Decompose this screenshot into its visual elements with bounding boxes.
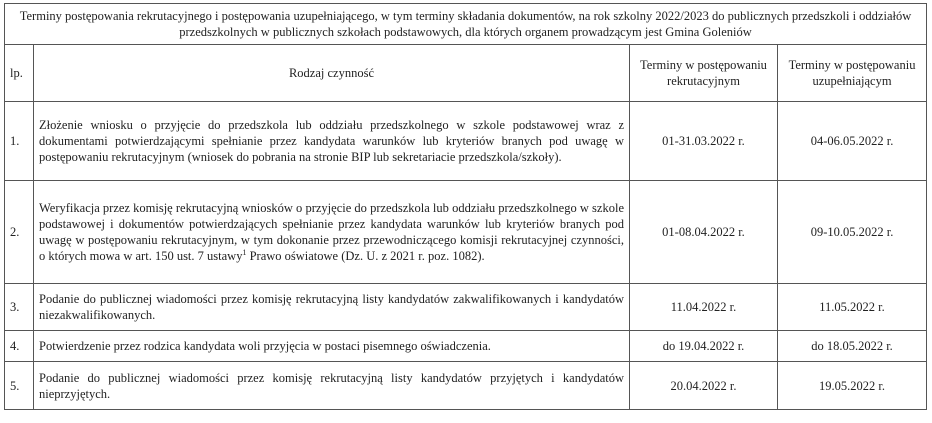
supplementary-date: 09-10.05.2022 r. (778, 181, 927, 284)
supplementary-date: do 18.05.2022 r. (778, 331, 927, 362)
activity-description: Podanie do publicznej wiadomości przez komisję rekrutacyjną listy kandydatów zakwalifikowanych i kandydatów niezakwalifikowanych. (34, 284, 630, 331)
recruitment-date: 01-31.03.2022 r. (630, 102, 778, 181)
activity-description (34, 181, 630, 284)
table-row (5, 331, 927, 362)
table-row (5, 284, 927, 331)
row-number: 2. (5, 181, 34, 284)
supplementary-date: 04-06.05.2022 r. (778, 102, 927, 181)
row-number: 3. (5, 284, 34, 331)
table-title: Terminy postępowania rekrutacyjnego i postępowania uzupełniającego, w tym terminy składania dokumentów, na rok szkolny 2022/2023 do publicznych przedszkoli i oddziałów przedszkolnych w publicznych szkołach podstawowych, dla których organem prowadzącym jest Gmina Goleniów (5, 4, 927, 45)
activity-description: Złożenie wniosku o przyjęcie do przedszkola lub oddziału przedszkolnego w szkole podstawowej wraz z dokumentami potwierdzającymi spełnianie przez kandydata warunków lub kryteriów branych pod uwagę w postępowaniu rekrutacyjnym (wniosek do pobrania na stronie BIP lub sekretariacie przedszkola/szkoły). (34, 102, 630, 181)
header-lp: lp. (5, 45, 34, 102)
recruitment-date: 11.04.2022 r. (630, 284, 778, 331)
recruitment-date: do 19.04.2022 r. (630, 331, 778, 362)
activity-description: Potwierdzenie przez rodzica kandydata woli przyjęcia w postaci pisemnego oświadczenia. (34, 331, 630, 362)
row-number: 1. (5, 102, 34, 181)
row-number: 5. (5, 362, 34, 410)
header-supplementary: Terminy w postępowaniu uzupełniającym (778, 45, 927, 102)
header-row (5, 45, 927, 102)
activity-text: Weryfikacja przez komisję rekrutacyjną wniosków o przyjęcie do przedszkola lub oddziału przedszkolnego w szkole podstawowej i dokumentów potwierdzających spełnianie przez kandydata warunków lub kryteriów branych pod uwagę w postępowaniu rekrutacyjnym, w tym dokonanie przez przewodniczącego komisji rekrutacyjnej czynności, o których mowa w art. 150 ust. 7 ustawy (39, 201, 624, 263)
row-number: 4. (5, 331, 34, 362)
supplementary-date: 19.05.2022 r. (778, 362, 927, 410)
table-row (5, 181, 927, 284)
table-row (5, 362, 927, 410)
recruitment-date: 20.04.2022 r. (630, 362, 778, 410)
recruitment-date: 01-08.04.2022 r. (630, 181, 778, 284)
activity-description: Podanie do publicznej wiadomości przez komisję rekrutacyjną listy kandydatów przyjętych i kandydatów nieprzyjętych. (34, 362, 630, 410)
activity-text-tail: Prawo oświatowe (Dz. U. z 2021 r. poz. 1082). (246, 249, 485, 263)
table-row (5, 102, 927, 181)
title-row (5, 4, 927, 45)
header-activity: Rodzaj czynność (34, 45, 630, 102)
header-recruitment: Terminy w postępowaniu rekrutacyjnym (630, 45, 778, 102)
supplementary-date: 11.05.2022 r. (778, 284, 927, 331)
footnote-marker: 1 (242, 247, 247, 257)
schedule-table (4, 3, 927, 410)
